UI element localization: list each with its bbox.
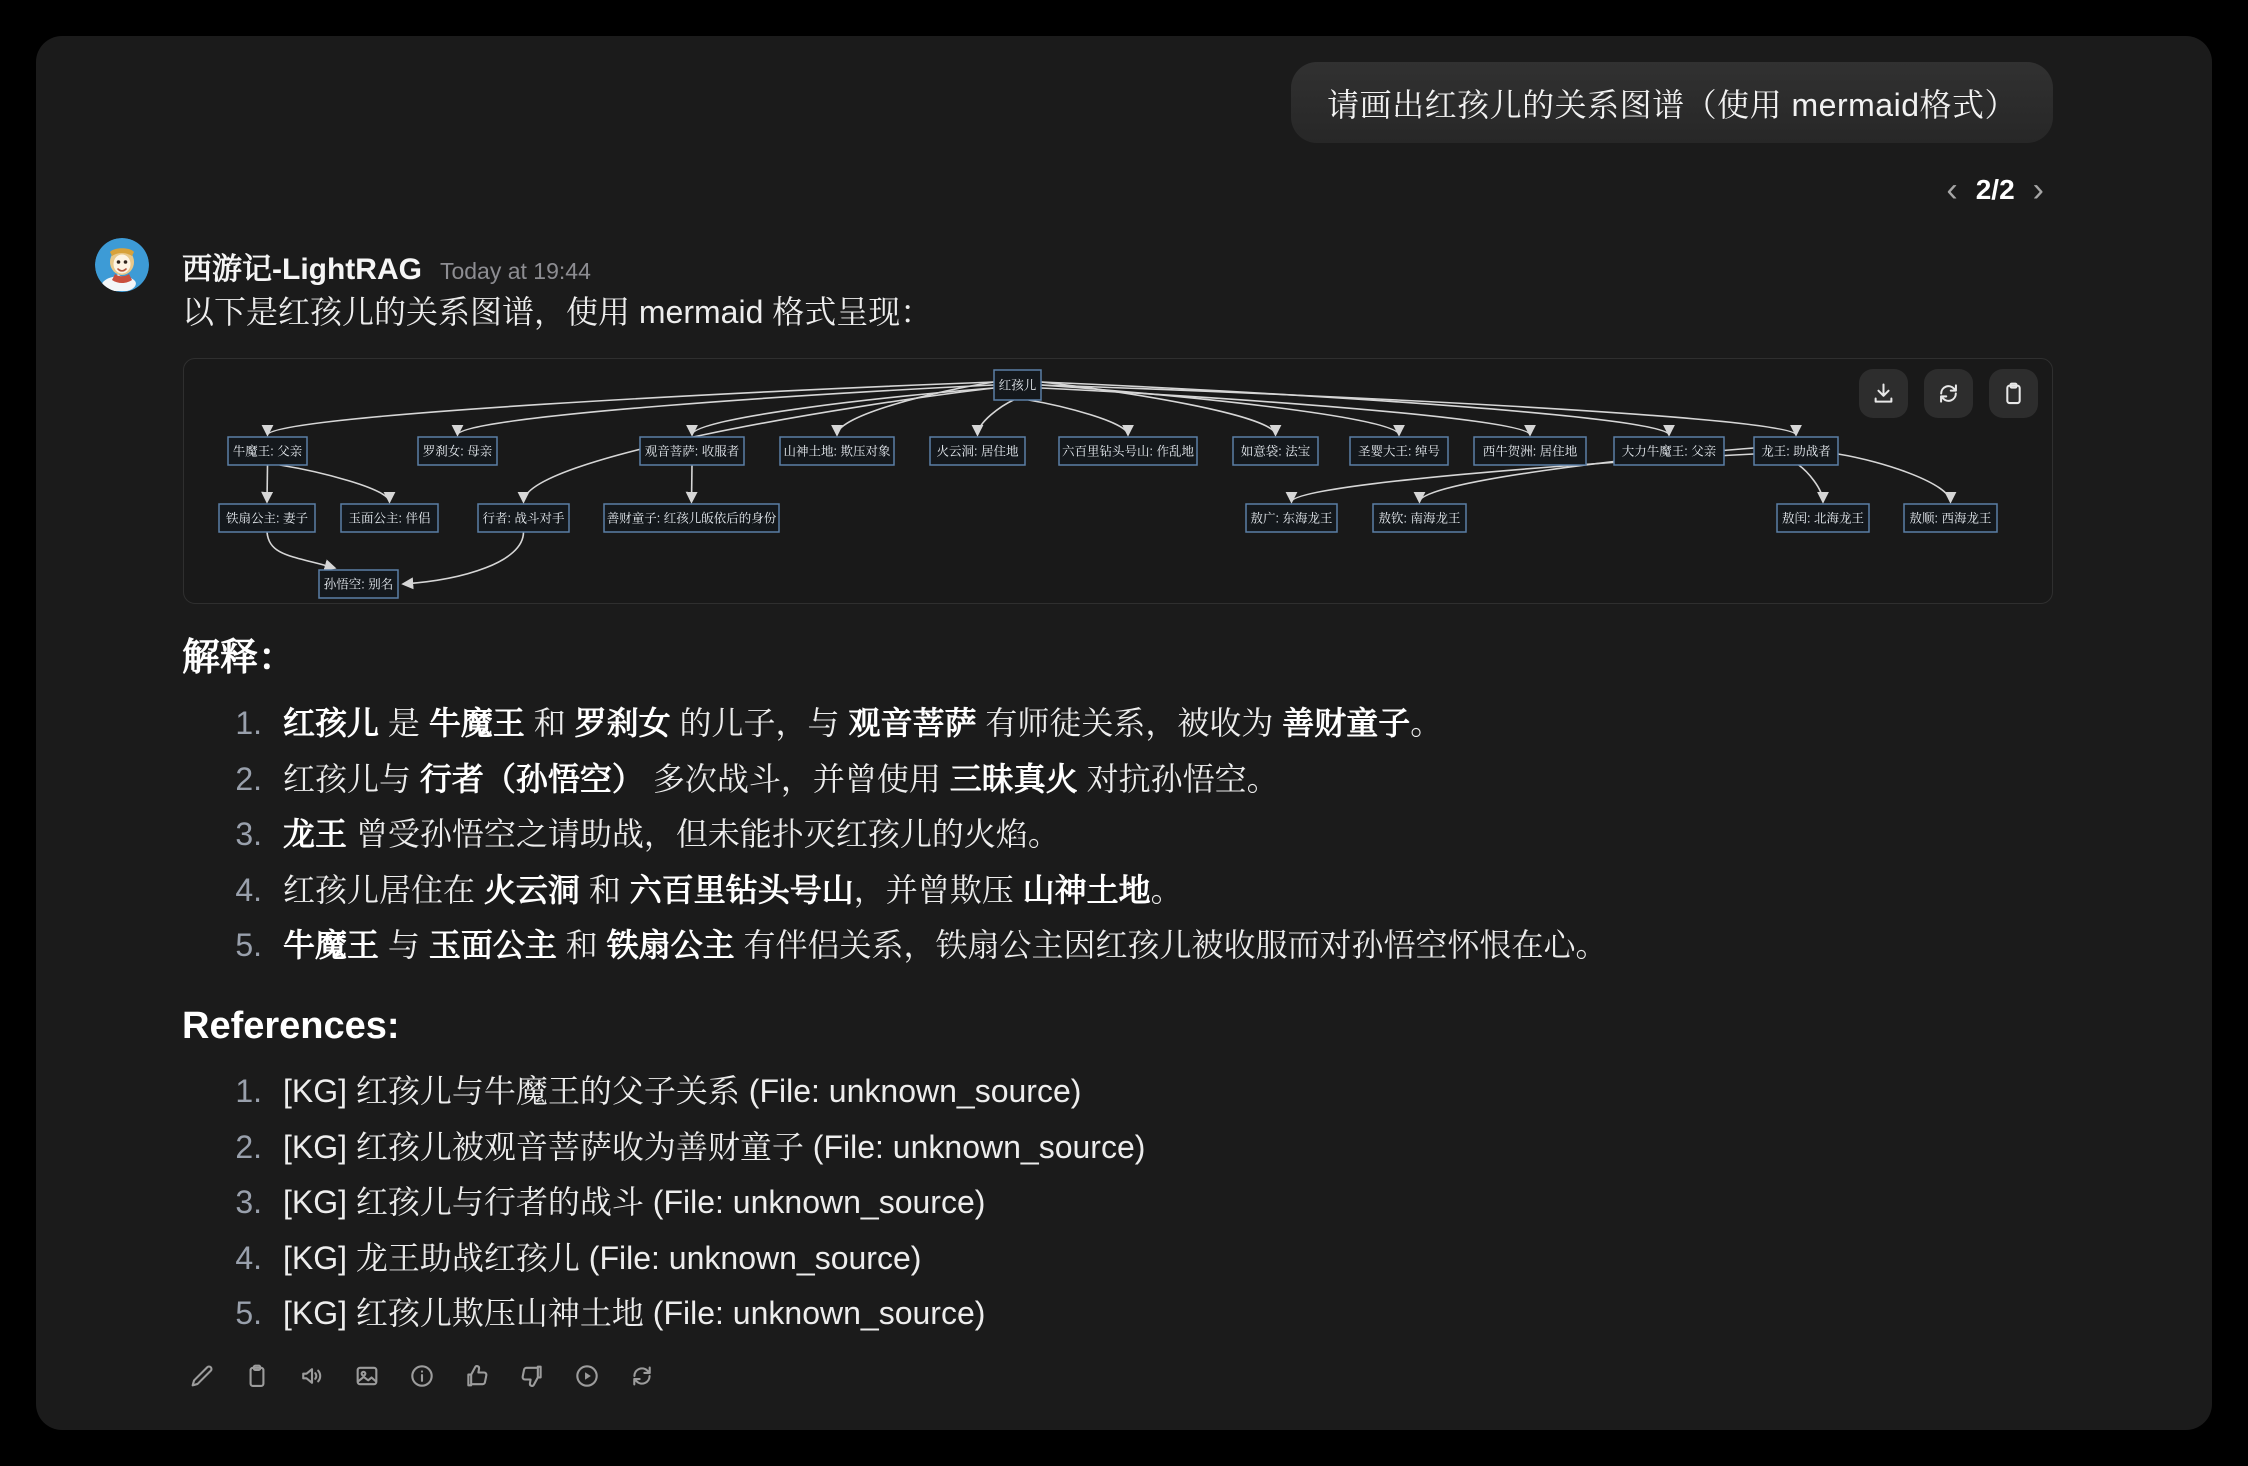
diagram-node-huoyundong (930, 437, 1025, 465)
svg-text:山神土地: 欺压对象: 山神土地: 欺压对象 (783, 444, 891, 459)
diagram-edge-longwang-aoshun (1838, 454, 1951, 502)
play-icon (573, 1362, 601, 1390)
explanation-section (182, 632, 2062, 974)
diagram-rerender-button[interactable] (1924, 369, 1973, 418)
diagram-node-honghaier (994, 370, 1041, 400)
svg-text:敖钦: 南海龙王: 敖钦: 南海龙王 (1378, 511, 1461, 526)
diagram-toolbar (1859, 369, 2038, 418)
action-thumbs-down-button[interactable] (518, 1362, 546, 1390)
svg-text:铁扇公主: 妻子: 铁扇公主: 妻子 (226, 511, 308, 526)
explanation-list (182, 696, 2062, 974)
action-read-aloud-button[interactable] (298, 1362, 326, 1390)
svg-text:红孩儿: 红孩儿 (998, 378, 1037, 393)
svg-text:善财童子: 红孩儿皈依后的身份: 善财童子: 红孩儿皈依后的身份 (606, 511, 777, 526)
diagram-edge-tieshan-sunwukong (267, 532, 335, 568)
diagram-edge-honghaier-liubaili (1029, 400, 1128, 435)
action-info-button[interactable] (408, 1362, 436, 1390)
info-icon (408, 1362, 436, 1390)
explanation-item: 3. 龙王 曾受孙悟空之请助战，但未能扑灭红孩儿的火焰。 (182, 807, 2062, 863)
diagram-edge-niumowang-tieshan (267, 465, 268, 502)
svg-text:大力牛魔王: 父亲: 大力牛魔王: 父亲 (1621, 444, 1717, 459)
image-icon (353, 1362, 381, 1390)
svg-text:西牛贺洲: 居住地: 西牛贺洲: 居住地 (1482, 444, 1578, 459)
diagram-node-guanyin (640, 437, 744, 465)
copy-icon (2000, 380, 2027, 407)
svg-text:龙王: 助战者: 龙王: 助战者 (1761, 444, 1831, 459)
svg-text:火云洞: 居住地: 火云洞: 居住地 (936, 444, 1019, 459)
diagram-node-dali (1614, 437, 1724, 465)
diagram-node-xingzhe (478, 504, 569, 532)
diagram-node-sunwukong (319, 570, 398, 598)
download-icon (1870, 380, 1897, 407)
user-message-bubble (1291, 62, 2053, 143)
diagram-node-xiniu (1474, 437, 1586, 465)
svg-text:敖广: 东海龙王: 敖广: 东海龙王 (1250, 511, 1333, 526)
diagram-node-aorun (1777, 504, 1869, 532)
thumbs-up-icon (463, 1362, 491, 1390)
diagram-node-longwang (1754, 437, 1838, 465)
action-thumbs-up-button[interactable] (463, 1362, 491, 1390)
diagram-node-aoshun (1904, 504, 1997, 532)
diagram-edge-honghaier-xingzhe (524, 388, 995, 502)
diagram-node-ruyidai (1233, 437, 1318, 465)
reference-item: 2. [KG] 红孩儿被观音菩萨收为善财童子 (File: unknown_source) (182, 1120, 2062, 1176)
explanation-item: 5. 牛魔王 与 玉面公主 和 铁扇公主 有伴侣关系，铁扇公主因红孩儿被收服而对孙悟空怀恨在心。 (182, 918, 2062, 974)
diagram-edge-honghaier-longwang (1041, 385, 1796, 435)
explanation-item: 2. 红孩儿与 行者（孙悟空） 多次战斗，并曾使用 三昧真火 对抗孙悟空。 (182, 752, 2062, 808)
svg-text:敖顺: 西海龙王: 敖顺: 西海龙王 (1909, 511, 1992, 526)
action-edit-button[interactable] (188, 1362, 216, 1390)
svg-text:敖闰: 北海龙王: 敖闰: 北海龙王 (1782, 511, 1864, 526)
explanation-item: 4. 红孩儿居住在 火云洞 和 六百里钻头号山，并曾欺压 山神土地。 (182, 863, 2062, 919)
diagram-edge-honghaier-luosha (458, 385, 995, 435)
svg-text:孙悟空: 别名: 孙悟空: 别名 (323, 577, 394, 592)
diagram-edge-longwang-aorun (1799, 465, 1823, 502)
diagram-node-aoguang (1246, 504, 1337, 532)
monkey-avatar-icon (95, 238, 149, 292)
references-list (182, 1064, 2062, 1342)
message-actions-row (188, 1362, 656, 1390)
diagram-edge-xingzhe-sunwukong (403, 532, 524, 584)
message-pagination (1944, 170, 2046, 210)
diagram-node-liubaili (1059, 437, 1197, 465)
diagram-node-luosha (418, 437, 497, 465)
diagram-copy-button[interactable] (1989, 369, 2038, 418)
prev-message-button[interactable]: ‹ (1946, 171, 1958, 209)
action-copy-button[interactable] (243, 1362, 271, 1390)
message-timestamp: Today at 19:44 (439, 258, 591, 284)
mermaid-diagram-container (183, 358, 2053, 604)
assistant-avatar[interactable] (95, 238, 149, 292)
diagram-node-shancai (604, 504, 779, 532)
diagram-edge-niumowang-yumian (280, 465, 390, 502)
thumbs-down-icon (518, 1362, 546, 1390)
svg-text:罗刹女: 母亲: 罗刹女: 母亲 (422, 444, 493, 459)
svg-text:如意袋: 法宝: 如意袋: 法宝 (1240, 444, 1311, 459)
rerender-icon (1935, 380, 1962, 407)
diagram-edge-guanyin-shancai (692, 465, 693, 502)
svg-text:行者: 战斗对手: 行者: 战斗对手 (482, 511, 565, 526)
copy-icon (243, 1362, 271, 1390)
reference-item: 5. [KG] 红孩儿欺压山神土地 (File: unknown_source) (182, 1286, 2062, 1342)
reference-item: 4. [KG] 龙王助战红孩儿 (File: unknown_source) (182, 1231, 2062, 1287)
action-image-button[interactable] (353, 1362, 381, 1390)
svg-text:六百里钻头号山: 作乱地: 六百里钻头号山: 作乱地 (1062, 444, 1194, 459)
edit-icon (188, 1362, 216, 1390)
diagram-node-shanshen (780, 437, 894, 465)
action-play-button[interactable] (573, 1362, 601, 1390)
next-message-button[interactable]: › (2032, 171, 2044, 209)
explanation-heading: 解释： (182, 637, 297, 679)
user-message-text: 请画出红孩儿的关系图谱（使用 mermaid格式） (1327, 86, 2017, 123)
references-section (182, 1000, 2062, 1342)
diagram-edge-honghaier-huoyundong (978, 400, 1014, 435)
reference-item: 1. [KG] 红孩儿与牛魔王的父子关系 (File: unknown_source) (182, 1064, 2062, 1120)
assistant-name: 西游记-LightRAG (182, 253, 422, 286)
diagram-node-shengying (1350, 437, 1448, 465)
diagram-node-niumowang (228, 437, 307, 465)
svg-text:圣婴大王: 绰号: 圣婴大王: 绰号 (1358, 444, 1440, 459)
assistant-intro-text: 以下是红孩儿的关系图谱，使用 mermaid 格式呈现： (182, 294, 933, 330)
diagram-download-button[interactable] (1859, 369, 1908, 418)
assistant-header (182, 244, 591, 288)
diagram-node-tieshan (219, 504, 315, 532)
read-aloud-icon (298, 1362, 326, 1390)
explanation-item: 1. 红孩儿 是 牛魔王 和 罗刹女 的儿子，与 观音菩萨 有师徒关系，被收为 善财童子。 (182, 696, 2062, 752)
regenerate-icon (628, 1362, 656, 1390)
action-regenerate-button[interactable] (628, 1362, 656, 1390)
references-heading: References: (182, 1005, 400, 1047)
chat-panel (36, 36, 2212, 1430)
relationship-graph (184, 359, 2054, 605)
diagram-node-aoqin (1373, 504, 1466, 532)
pagination-count: 2/2 (1975, 174, 2015, 205)
diagram-node-yumian (341, 504, 438, 532)
reference-item: 3. [KG] 红孩儿与行者的战斗 (File: unknown_source) (182, 1175, 2062, 1231)
svg-text:玉面公主: 伴侣: 玉面公主: 伴侣 (348, 511, 431, 526)
svg-text:牛魔王: 父亲: 牛魔王: 父亲 (232, 444, 303, 459)
svg-text:观音菩萨: 收服者: 观音菩萨: 收服者 (644, 444, 740, 459)
